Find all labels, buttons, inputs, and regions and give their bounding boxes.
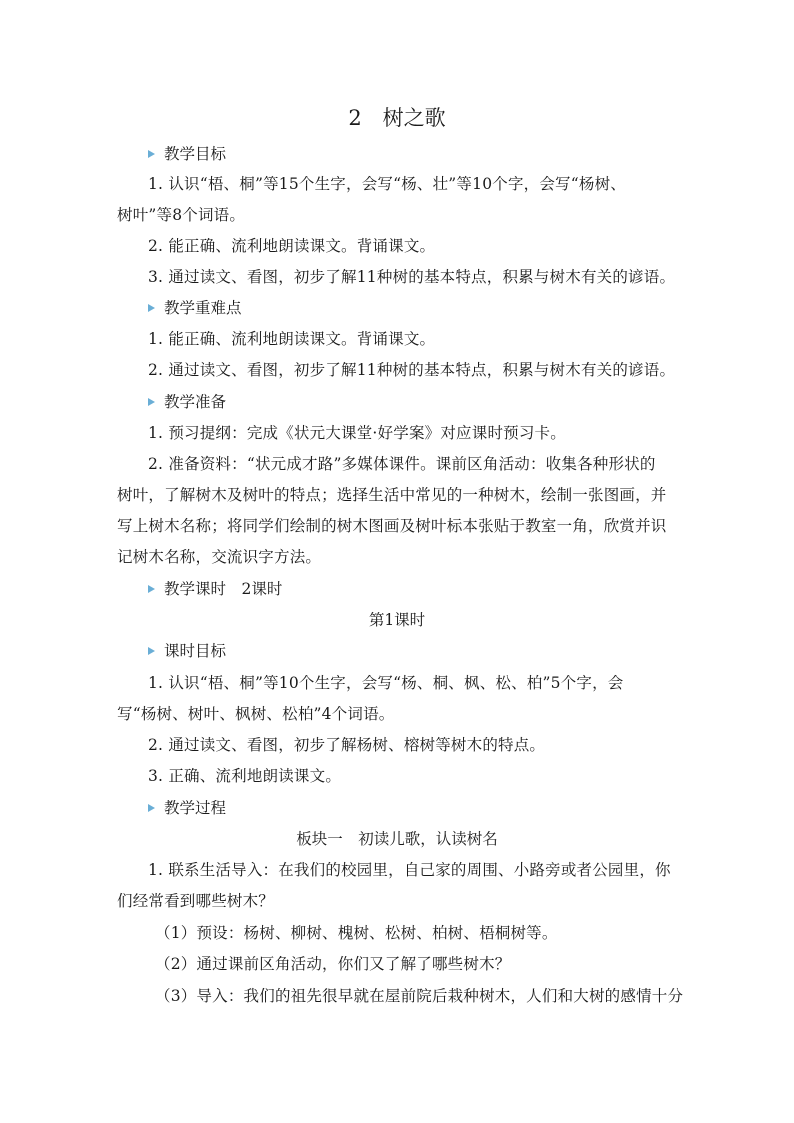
section-heading-lesson-goals: 课时目标 xyxy=(148,640,226,662)
paragraph-line: 2. 通过读文、看图，初步了解杨树、榕树等树木的特点。 xyxy=(148,736,546,754)
paragraph-line: 2. 能正确、流利地朗读课文。背诵课文。 xyxy=(148,237,436,255)
section-heading-goals: 教学目标 xyxy=(148,143,226,165)
paragraph-line: 1. 能正确、流利地朗读课文。背诵课文。 xyxy=(148,330,436,348)
paragraph-line: （2）通过课前区角活动，你们又了解了哪些树木？ xyxy=(155,955,511,973)
paragraph-line: 们经常看到哪些树木？ xyxy=(117,892,275,910)
paragraph-line: 1. 认识“梧、桐”等15个生字，会写“杨、壮”等10个字，会写“杨树、 xyxy=(148,175,626,193)
paragraph-line: 3. 通过读文、看图，初步了解11种树的基本特点，积累与树木有关的谚语。 xyxy=(148,268,676,286)
section-heading-key-points: 教学重难点 xyxy=(148,297,242,319)
triangle-bullet-icon xyxy=(148,150,155,158)
block-heading: 板块一 初读儿歌，认读树名 xyxy=(296,830,498,848)
section-heading-preparation: 教学准备 xyxy=(148,391,226,413)
paragraph-line: 3. 正确、流利地朗读课文。 xyxy=(148,767,342,785)
lesson-heading: 第1课时 xyxy=(368,611,426,629)
triangle-bullet-icon xyxy=(148,398,155,406)
paragraph-line: 树叶，了解树木及树叶的特点；选择生活中常见的一种树木，绘制一张图画，并 xyxy=(117,486,667,504)
paragraph-line: 1. 预习提纲：完成《状元大课堂·好学案》对应课时预习卡。 xyxy=(148,424,566,442)
paragraph-line: （1）预设：杨树、柳树、槐树、松树、柏树、梧桐树等。 xyxy=(155,924,558,942)
paragraph-line: （3）导入：我们的祖先很早就在屋前院后栽种树木，人们和大树的感情十分 xyxy=(155,987,684,1005)
triangle-bullet-icon xyxy=(148,585,155,593)
triangle-bullet-icon xyxy=(148,804,155,812)
page-title: 2 树之歌 xyxy=(348,106,446,130)
paragraph-line: 1. 认识“梧、桐”等10个生字，会写“杨、桐、枫、松、柏”5个字，会 xyxy=(148,674,624,692)
paragraph-line: 写“杨树、树叶、枫树、松柏”4个词语。 xyxy=(117,705,395,723)
paragraph-line: 记树木名称，交流识字方法。 xyxy=(117,548,322,566)
paragraph-line: 写上树木名称；将同学们绘制的树木图画及树叶标本张贴于教室一角，欣赏并识 xyxy=(117,517,667,535)
triangle-bullet-icon xyxy=(148,304,155,312)
triangle-bullet-icon xyxy=(148,647,155,655)
paragraph-line: 2. 准备资料：“状元成才路”多媒体课件。课前区角活动：收集各种形状的 xyxy=(148,455,656,473)
paragraph-line: 树叶”等8个词语。 xyxy=(117,206,246,224)
paragraph-line: 2. 通过读文、看图，初步了解11种树的基本特点，积累与树木有关的谚语。 xyxy=(148,361,676,379)
section-heading-process: 教学过程 xyxy=(148,797,226,819)
paragraph-line: 1. 联系生活导入：在我们的校园里，自己家的周围、小路旁或者公园里，你 xyxy=(148,861,671,879)
section-heading-hours: 教学课时 2课时 xyxy=(148,578,282,600)
